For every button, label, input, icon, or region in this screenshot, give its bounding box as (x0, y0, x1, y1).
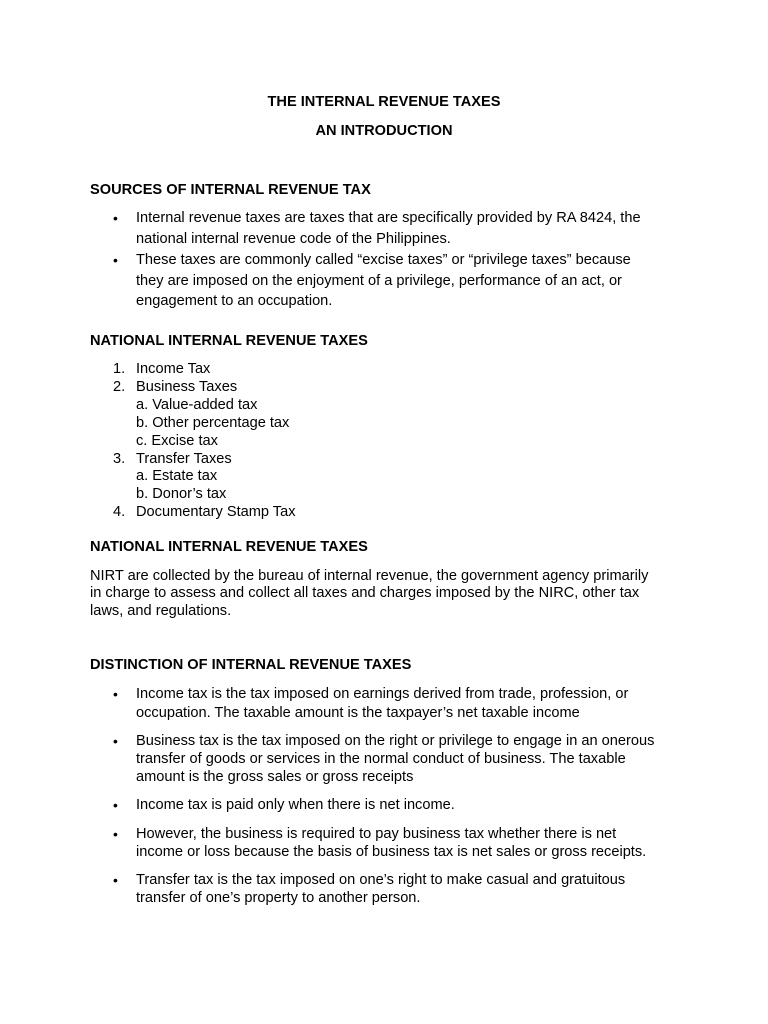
section-heading-nirt-list: NATIONAL INTERNAL REVENUE TAXES (90, 333, 368, 349)
list-label: a. Value-added tax (136, 397, 258, 413)
section-heading-nirt-paragraph: NATIONAL INTERNAL REVENUE TAXES (90, 539, 368, 555)
bullet-icon: • (113, 252, 118, 268)
list-label: b. Donor’s tax (136, 486, 227, 502)
bullet-line: Income tax is paid only when there is net income. (136, 797, 455, 813)
bullet-line: These taxes are commonly called “excise taxes” or “privilege taxes” because (136, 252, 631, 268)
paragraph-line: NIRT are collected by the bureau of internal revenue, the government agency primarily (90, 568, 649, 584)
paragraph-line: in charge to assess and collect all taxes and charges imposed by the NIRC, other tax (90, 585, 640, 601)
section-heading-sources: SOURCES OF INTERNAL REVENUE TAX (90, 182, 371, 198)
list-label: Transfer Taxes (136, 451, 232, 467)
bullet-line: However, the business is required to pay business tax whether there is net (136, 826, 617, 842)
list-label: a. Estate tax (136, 468, 218, 484)
document-subtitle: AN INTRODUCTION (315, 123, 453, 139)
list-number: 1. (113, 361, 126, 377)
bullet-icon: • (113, 826, 118, 842)
list-number: 4. (113, 504, 126, 520)
bullet-line: engagement to an occupation. (136, 293, 333, 309)
bullet-line: occupation. The taxable amount is the taxpayer’s net taxable income (136, 705, 580, 721)
list-label: Income Tax (136, 361, 211, 377)
list-label: c. Excise tax (136, 433, 218, 449)
bullet-line: Internal revenue taxes are taxes that are specifically provided by RA 8424, the (136, 210, 641, 226)
document-title: THE INTERNAL REVENUE TAXES (267, 94, 501, 110)
bullet-icon: • (113, 797, 118, 813)
bullet-line: Transfer tax is the tax imposed on one’s right to make casual and gratuitous (136, 872, 626, 888)
bullet-icon: • (113, 210, 118, 226)
list-number: 3. (113, 451, 126, 467)
bullet-line: amount is the gross sales or gross receipts (136, 769, 414, 785)
paragraph-line: laws, and regulations. (90, 603, 232, 619)
list-number: 2. (113, 379, 126, 395)
list-label: Documentary Stamp Tax (136, 504, 296, 520)
list-label: b. Other percentage tax (136, 415, 290, 431)
bullet-line: national internal revenue code of the Philippines. (136, 231, 451, 247)
bullet-line: transfer of one’s property to another person. (136, 890, 421, 906)
bullet-line: Business tax is the tax imposed on the right or privilege to engage in an onerous (136, 733, 655, 749)
bullet-line: Income tax is the tax imposed on earnings derived from trade, profession, or (136, 686, 629, 702)
bullet-line: transfer of goods or services in the normal conduct of business. The taxable (136, 751, 626, 767)
bullet-icon: • (113, 733, 118, 749)
bullet-line: they are imposed on the enjoyment of a privilege, performance of an act, or (136, 273, 622, 289)
section-heading-distinction: DISTINCTION OF INTERNAL REVENUE TAXES (90, 657, 412, 673)
list-label: Business Taxes (136, 379, 238, 395)
bullet-icon: • (113, 686, 118, 702)
bullet-line: income or loss because the basis of business tax is net sales or gross receipts. (136, 844, 647, 860)
bullet-icon: • (113, 872, 118, 888)
